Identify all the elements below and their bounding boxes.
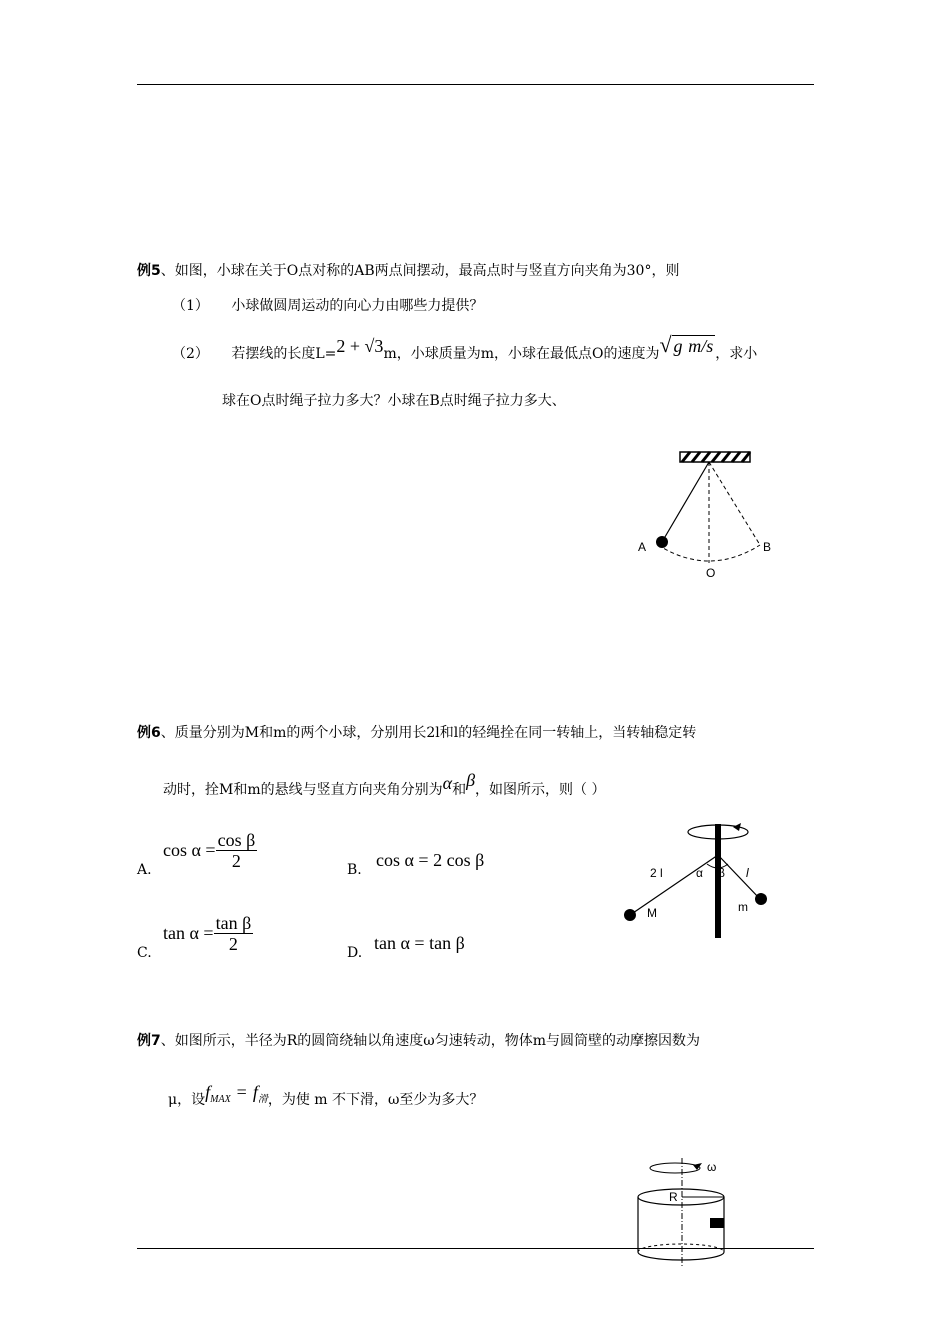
- rotating-axis-figure: [615, 820, 790, 945]
- ex5-vel-g: g: [673, 336, 683, 356]
- ex5-q2-a: 若摆线的长度L=: [231, 346, 337, 362]
- label-l: l: [746, 866, 749, 880]
- label-m: m: [738, 900, 748, 914]
- option-a-num: cos β: [217, 830, 256, 850]
- ex6-label: 例6: [137, 725, 161, 741]
- ex5-intro: 、如图，小球在关于O点对称的AB两点间摆动，最高点时与竖直方向夹角为30°，则: [160, 263, 680, 279]
- ex5-q1: [172, 295, 483, 315]
- option-a-formula: [163, 830, 257, 871]
- long-rope: [630, 855, 718, 915]
- label-B: B: [763, 540, 772, 554]
- ex6-beta: β: [466, 770, 476, 790]
- pendulum-ball: [656, 536, 668, 548]
- option-a-den: 2: [231, 851, 241, 871]
- block-m: [710, 1218, 724, 1228]
- ex5-q2-b: m，小球质量为m，小球在最低点O的速度为: [383, 346, 660, 362]
- option-c-den: 2: [228, 934, 238, 954]
- option-d-label: D.: [347, 945, 363, 961]
- ex6-and: 和: [452, 782, 467, 798]
- ex5-vel-unit: m/s: [688, 336, 714, 356]
- ex7-fslide-sub: 滑: [257, 1093, 268, 1105]
- b-dashed-string: [709, 462, 760, 545]
- ex5-line1: [137, 260, 679, 280]
- option-a-fraction: [216, 830, 258, 871]
- option-b-label: B.: [347, 862, 362, 878]
- ex7-eq: =: [236, 1082, 247, 1102]
- ex6-line1: [137, 722, 696, 742]
- ex5-q2-num: （2）: [172, 346, 209, 362]
- label-M: M: [647, 906, 657, 920]
- option-c-lhs: tan α =: [163, 923, 214, 943]
- ex5-q2-line2: 球在O点时绳子拉力多大？小球在B点时绳子拉力多大、: [222, 393, 566, 409]
- ex7-text1: 、如图所示，半径为R的圆筒绕轴以角速度ω匀速转动，物体m与圆筒壁的动摩擦因数为: [160, 1033, 700, 1049]
- ex7-fmax-sub: MAX: [210, 1093, 231, 1105]
- ex6-alpha: α: [442, 773, 453, 793]
- rotation-axis: [715, 824, 721, 938]
- footer-rule: [137, 1248, 814, 1249]
- ex5-q2: [172, 332, 758, 364]
- ex5-length-expr: 2 + √3: [336, 336, 384, 356]
- ex5-q2-c: ，求小: [715, 346, 758, 362]
- label-R: R: [669, 1190, 678, 1204]
- option-a-lhs: cos α =: [163, 840, 216, 860]
- ex6-text2b: ，如图所示，则（ ）: [475, 782, 606, 798]
- ex6-line2: [163, 770, 606, 799]
- rotation-arrow-icon: [733, 823, 741, 831]
- option-b-formula: cos α = 2 cos β: [376, 850, 485, 870]
- ex7-line2: [168, 1082, 484, 1111]
- label-O: O: [706, 566, 716, 580]
- cylinder-bottom-front: [638, 1252, 724, 1260]
- pendulum-figure: [620, 445, 800, 585]
- label-2l: 2 l: [650, 866, 663, 880]
- cylinder-figure: [625, 1155, 735, 1270]
- ex7-text2b: ，为使 m 不下滑，ω至少为多大？: [267, 1092, 484, 1108]
- option-c-formula: [163, 913, 253, 954]
- label-alpha: α: [696, 866, 703, 880]
- label-A: A: [638, 540, 647, 554]
- rotation-arrow-icon: [693, 1163, 702, 1170]
- ex7-fslide: f: [252, 1082, 258, 1102]
- ex7-text2a: μ，设: [168, 1092, 206, 1108]
- rotation-ellipse: [650, 1163, 700, 1173]
- option-c-fraction: [214, 913, 254, 954]
- ex5-q1-text: 小球做圆周运动的向心力由哪些力提供？: [231, 298, 484, 314]
- ex5-q1-num: （1）: [172, 298, 209, 314]
- label-omega: ω: [707, 1160, 717, 1174]
- option-c-num: tan β: [215, 913, 252, 933]
- ex6-text2a: 动时，拴M和m的悬线与竖直方向夹角分别为: [163, 782, 443, 798]
- ex6-text1: 、质量分别为M和m的两个小球，分别用长2l和l的轻绳拴在同一转轴上，当转轴稳定转: [160, 725, 697, 741]
- label-beta: β: [718, 866, 725, 880]
- ball-M: [624, 909, 636, 921]
- ex7-line1: [137, 1030, 700, 1050]
- ex7-label: 例7: [137, 1033, 161, 1049]
- ball-m: [755, 893, 767, 905]
- pendulum-string: [662, 462, 709, 542]
- option-d-formula: tan α = tan β: [374, 933, 465, 953]
- ex5-velocity: √ g m/s: [659, 332, 714, 357]
- option-c-label: C.: [137, 945, 152, 961]
- ex7-fmax: f: [205, 1082, 211, 1102]
- ex7-formula: [205, 1082, 268, 1105]
- ex5-label: 例5: [137, 263, 161, 279]
- header-rule: [137, 84, 814, 85]
- option-a-label: A.: [137, 862, 152, 878]
